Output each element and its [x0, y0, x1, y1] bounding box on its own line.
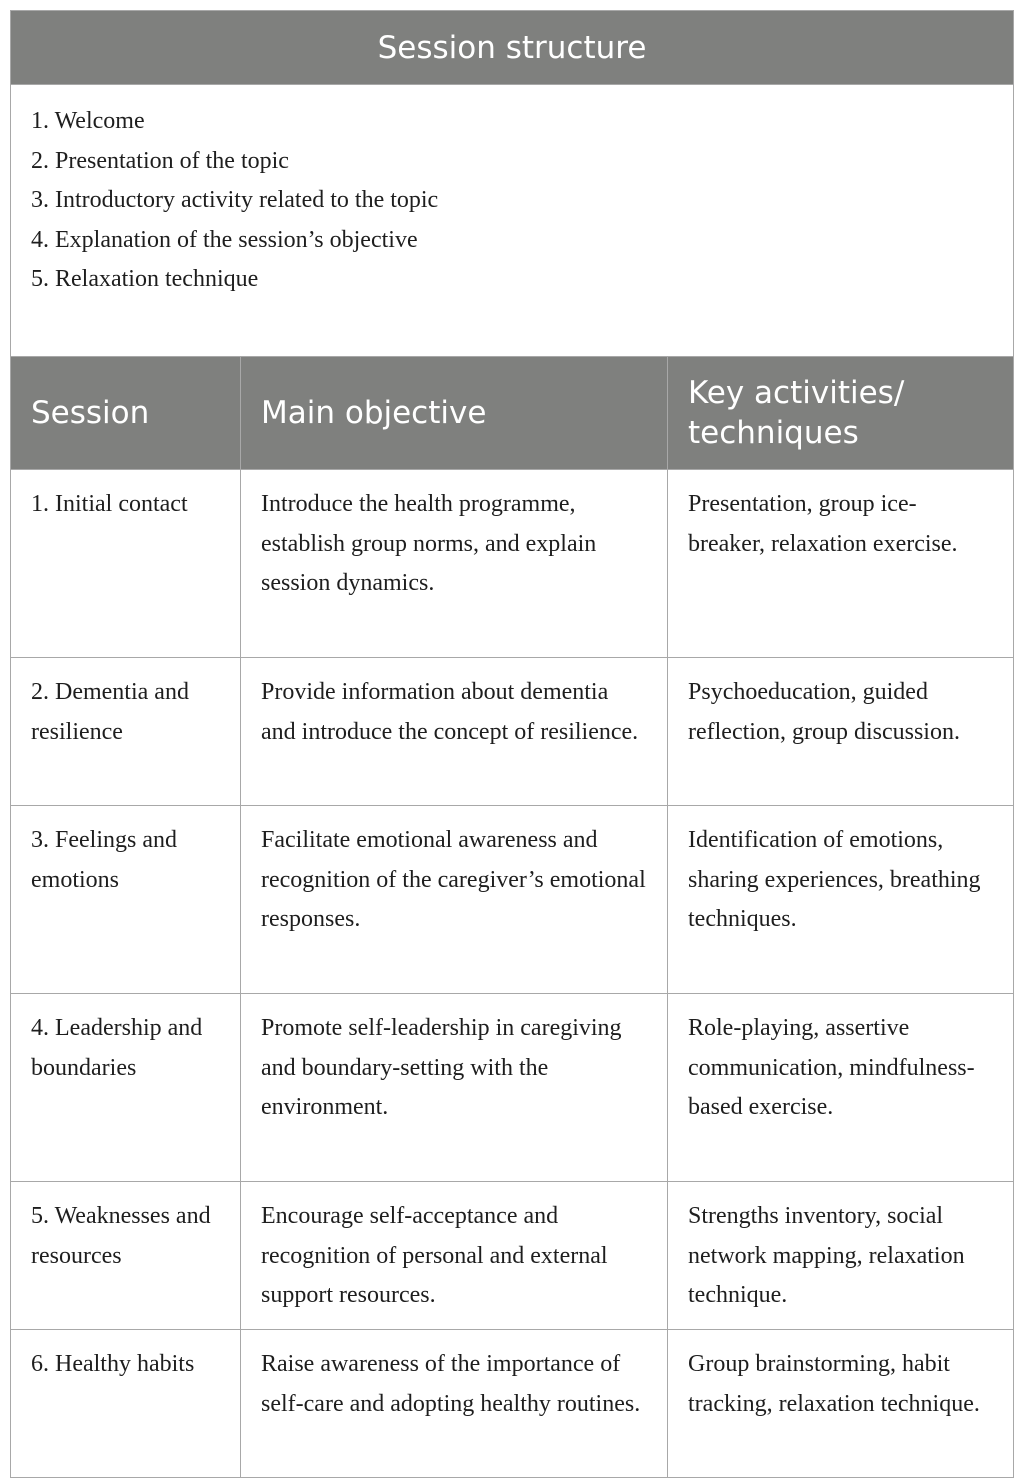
objective-cell: Promote self-leadership in caregiving and boundary-setting with the environment. [241, 994, 668, 1182]
table-row [11, 1330, 1014, 1478]
title-row [11, 11, 1014, 85]
structure-step: 2. Presentation of the topic [31, 147, 289, 174]
objective-cell: Introduce the health programme, establish group norms, and explain session dynamics. [241, 470, 668, 658]
objective-cell: Encourage self-acceptance and recognition of personal and external support resources. [241, 1182, 668, 1330]
session-cell: 3. Feelings and emotions [11, 806, 241, 994]
column-header-activities: Key activities/ techniques [668, 357, 1014, 470]
structure-step: 3. Introductory activity related to the topic [31, 187, 439, 214]
column-header-row [11, 357, 1014, 470]
activities-cell: Strengths inventory, social network mapping, relaxation technique. [668, 1182, 1014, 1330]
table-row [11, 1182, 1014, 1330]
structure-step: 5. Relaxation technique [31, 266, 259, 293]
structure-steps-list [31, 102, 993, 300]
table-row [11, 994, 1014, 1182]
structure-step: 4. Explanation of the session’s objective [31, 226, 418, 253]
session-cell: 5. Weaknesses and resources [11, 1182, 241, 1330]
objective-cell: Raise awareness of the importance of self-care and adopting healthy routines. [241, 1330, 668, 1478]
structure-step: 1. Welcome [31, 108, 145, 134]
session-cell: 6. Healthy habits [11, 1330, 241, 1478]
column-header-session: Session [11, 357, 241, 470]
structure-row [11, 85, 1014, 357]
session-table [10, 10, 1014, 1478]
column-header-objective: Main objective [241, 357, 668, 470]
objective-cell: Facilitate emotional awareness and recognition of the caregiver’s emotional responses. [241, 806, 668, 994]
session-cell: 1. Initial contact [11, 470, 241, 658]
activities-cell: Psychoeducation, guided reflection, group discussion. [668, 658, 1014, 806]
table-row [11, 658, 1014, 806]
activities-cell: Presentation, group ice-breaker, relaxation exercise. [668, 470, 1014, 658]
session-cell: 4. Leadership and boundaries [11, 994, 241, 1182]
table-title: Session structure [11, 11, 1014, 85]
objective-cell: Provide information about dementia and introduce the concept of resilience. [241, 658, 668, 806]
table-row [11, 470, 1014, 658]
session-cell: 2. Dementia and resilience [11, 658, 241, 806]
structure-steps-cell [11, 85, 1014, 357]
activities-cell: Role-playing, assertive communication, mindfulness-based exercise. [668, 994, 1014, 1182]
activities-cell: Group brainstorming, habit tracking, relaxation technique. [668, 1330, 1014, 1478]
activities-cell: Identification of emotions, sharing experiences, breathing techniques. [668, 806, 1014, 994]
table-row [11, 806, 1014, 994]
